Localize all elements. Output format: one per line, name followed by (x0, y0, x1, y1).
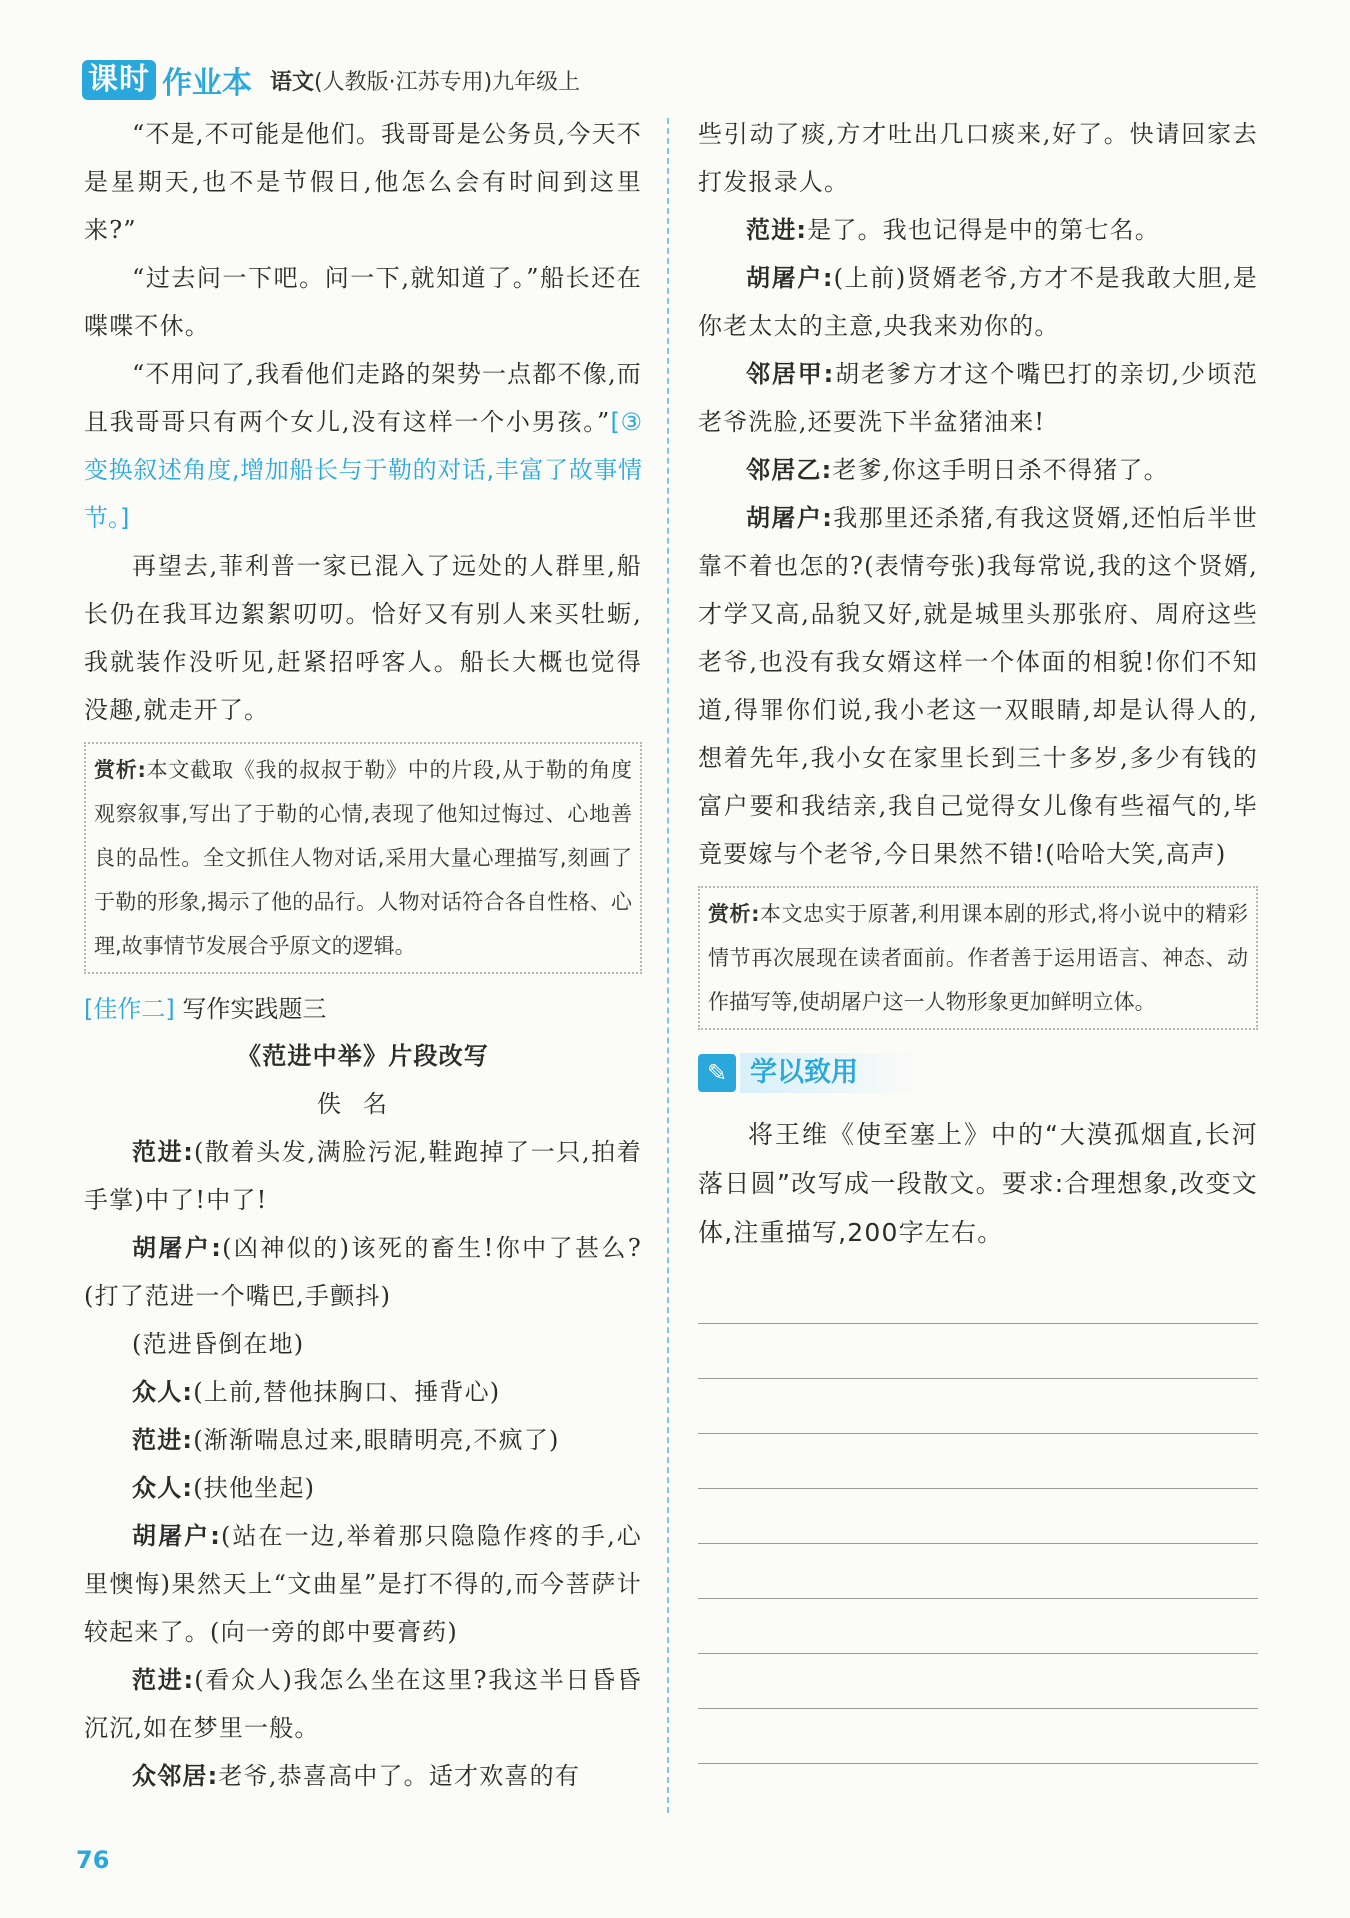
section-heading (84, 986, 642, 1032)
line-text: 老爷,恭喜高中了。适才欢喜的有 (218, 1762, 581, 1790)
writing-lines[interactable] (698, 1269, 1258, 1764)
script-line (84, 1224, 642, 1320)
line-text: (上前,替他抹胸口、捶背心) (193, 1378, 501, 1406)
brand-logo: 课时 (82, 60, 156, 100)
speaker: 众邻居: (132, 1762, 219, 1790)
analysis-text: 本文忠实于原著,利用课本剧的形式,将小说中的精彩情节再次展现在读者面前。作者善于运用语言、神态、动作描写等,使胡屠户这一人物形象更加鲜明立体。 (708, 902, 1248, 1014)
speaker: 范进: (132, 1138, 195, 1166)
paragraph: 些引动了痰,方才吐出几口痰来,好了。快请回家去打发报录人。 (698, 120, 1258, 196)
script-line (698, 350, 1258, 446)
speaker: 胡屠户: (746, 264, 834, 292)
pencil-icon: ✎ (698, 1054, 736, 1092)
paragraph: “过去问一下吧。问一下,就知道了。”船长还在喋喋不休。 (84, 264, 642, 340)
script-line (84, 1320, 642, 1368)
speaker: 胡屠户: (746, 504, 834, 532)
line-text: (凶神似的)该死的畜生!你中了甚么?(打了范进一个嘴巴,手颤抖) (84, 1234, 642, 1310)
script-line (84, 1512, 642, 1656)
line-text: (扶他坐起) (193, 1474, 316, 1502)
writing-line[interactable] (698, 1709, 1258, 1764)
page-header (82, 58, 580, 102)
left-column (84, 110, 642, 1800)
practice-title: 学以致用 (740, 1053, 918, 1093)
essay-title: 《范进中举》片段改写 (237, 1042, 489, 1070)
speaker: 范进: (132, 1426, 194, 1454)
analysis-label: 赏析: (94, 758, 146, 782)
line-text: (看众人)我怎么坐在这里?我这半日昏昏沉沉,如在梦里一般。 (84, 1666, 642, 1742)
speaker: 邻居乙: (746, 456, 833, 484)
annotation-note: [③ 变换叙述角度,增加船长与于勒的对话,丰富了故事情节。] (84, 408, 642, 532)
script-line (84, 1752, 642, 1800)
script-line (84, 1416, 642, 1464)
line-text: 老爹,你这手明日杀不得猪了。 (832, 456, 1169, 484)
analysis-label: 赏析: (708, 902, 760, 926)
speaker: 众人: (132, 1474, 194, 1502)
script-line (698, 446, 1258, 494)
edition-label: (人教版·江苏专用)九年级上 (314, 69, 581, 95)
speaker: 范进: (132, 1666, 195, 1694)
script-line (698, 206, 1258, 254)
writing-line[interactable] (698, 1379, 1258, 1434)
line-text: (散着头发,满脸污泥,鞋跑掉了一只,拍着手掌)中了!中了! (84, 1138, 642, 1214)
line-text: 胡老爹方才这个嘴巴打的亲切,少顷范老爷洗脸,还要洗下半盆猪油来! (698, 360, 1258, 436)
line-text: (渐渐喘息过来,眼睛明亮,不疯了) (193, 1426, 560, 1454)
script-line (698, 494, 1258, 878)
writing-line[interactable] (698, 1489, 1258, 1544)
right-column (698, 110, 1258, 1764)
speaker: 胡屠户: (132, 1522, 222, 1550)
script-line (84, 1464, 642, 1512)
analysis-text: 本文截取《我的叔叔于勒》中的片段,从于勒的角度观察叙事,写出了于勒的心情,表现了他知过悔过、心地善良的品性。全文抓住人物对话,采用大量心理描写,刻画了于勒的形象,揭示了他的品行。人物对话符合各自性格、心理,故事情节发展合乎原文的逻辑。 (94, 758, 632, 958)
writing-line[interactable] (698, 1269, 1258, 1324)
subject-label (270, 65, 580, 96)
speaker: 众人: (132, 1378, 194, 1406)
script-line (84, 1368, 642, 1416)
paragraph (84, 350, 642, 542)
practice-heading (698, 1050, 1258, 1096)
practice-task: 将王维《使至塞上》中的“大漠孤烟直,长河落日圆”改写成一段散文。要求:合理想象,改变文体,注重描写,200字左右。 (698, 1120, 1258, 1247)
subject-name: 语文 (270, 69, 315, 95)
page-number: 76 (76, 1846, 110, 1874)
column-divider (667, 118, 669, 1813)
line-text: (站在一边,举着那只隐隐作疼的手,心里懊悔)果然天上“文曲星”是打不得的,而今菩萨计较起来了。(向一旁的郎中要膏药) (84, 1522, 642, 1646)
script-line (698, 254, 1258, 350)
line-text: (上前)贤婿老爷,方才不是我敢大胆,是你老太太的主意,央我来劝你的。 (698, 264, 1258, 340)
script-line (84, 1128, 642, 1224)
speaker: 范进: (746, 216, 808, 244)
brand-word: 作业本 (162, 66, 252, 101)
paragraph: “不是,不可能是他们。我哥哥是公务员,今天不是星期天,也不是节假日,他怎么会有时间到这里来?” (84, 120, 642, 244)
paragraph: 再望去,菲利普一家已混入了远处的人群里,船长仍在我耳边絮絮叨叨。恰好又有别人来买牡蛎,我就装作没听见,赶紧招呼客人。船长大概也觉得没趣,就走开了。 (84, 552, 642, 724)
analysis-box (84, 742, 642, 974)
script-line (84, 1656, 642, 1752)
writing-line[interactable] (698, 1434, 1258, 1489)
speaker: 邻居甲: (746, 360, 835, 388)
speaker: 胡屠户: (132, 1234, 223, 1262)
line-text: 我那里还杀猪,有我这贤婿,还怕后半世靠不着也怎的?(表情夸张)我每常说,我的这个贤婿,才学又高,品貌又好,就是城里头那张府、周府这些老爷,也没有我女婿这样一个体面的相貌!你们不知道,得罪你们说,我小老这一双眼睛,却是认得人的,想着先年,我小女在家里长到三十多岁,多少有钱的富户要和我结亲,我自己觉得女儿像有些福气的,毕竟要嫁与个老爷,今日果然不错!(哈哈大笑,高声) (698, 504, 1258, 868)
writing-line[interactable] (698, 1324, 1258, 1379)
paragraph-text: “不用问了,我看他们走路的架势一点都不像,而且我哥哥只有两个女儿,没有这样一个小男孩。” (84, 360, 642, 436)
writing-line[interactable] (698, 1599, 1258, 1654)
section-tag: [佳作二] (84, 995, 175, 1023)
writing-line[interactable] (698, 1544, 1258, 1599)
section-title: 写作实践题三 (182, 995, 327, 1023)
writing-line[interactable] (698, 1654, 1258, 1709)
line-text: (范进昏倒在地) (132, 1330, 305, 1358)
analysis-box (698, 886, 1258, 1030)
line-text: 是了。我也记得是中的第七名。 (807, 216, 1161, 244)
essay-author: 佚名 (317, 1090, 409, 1118)
